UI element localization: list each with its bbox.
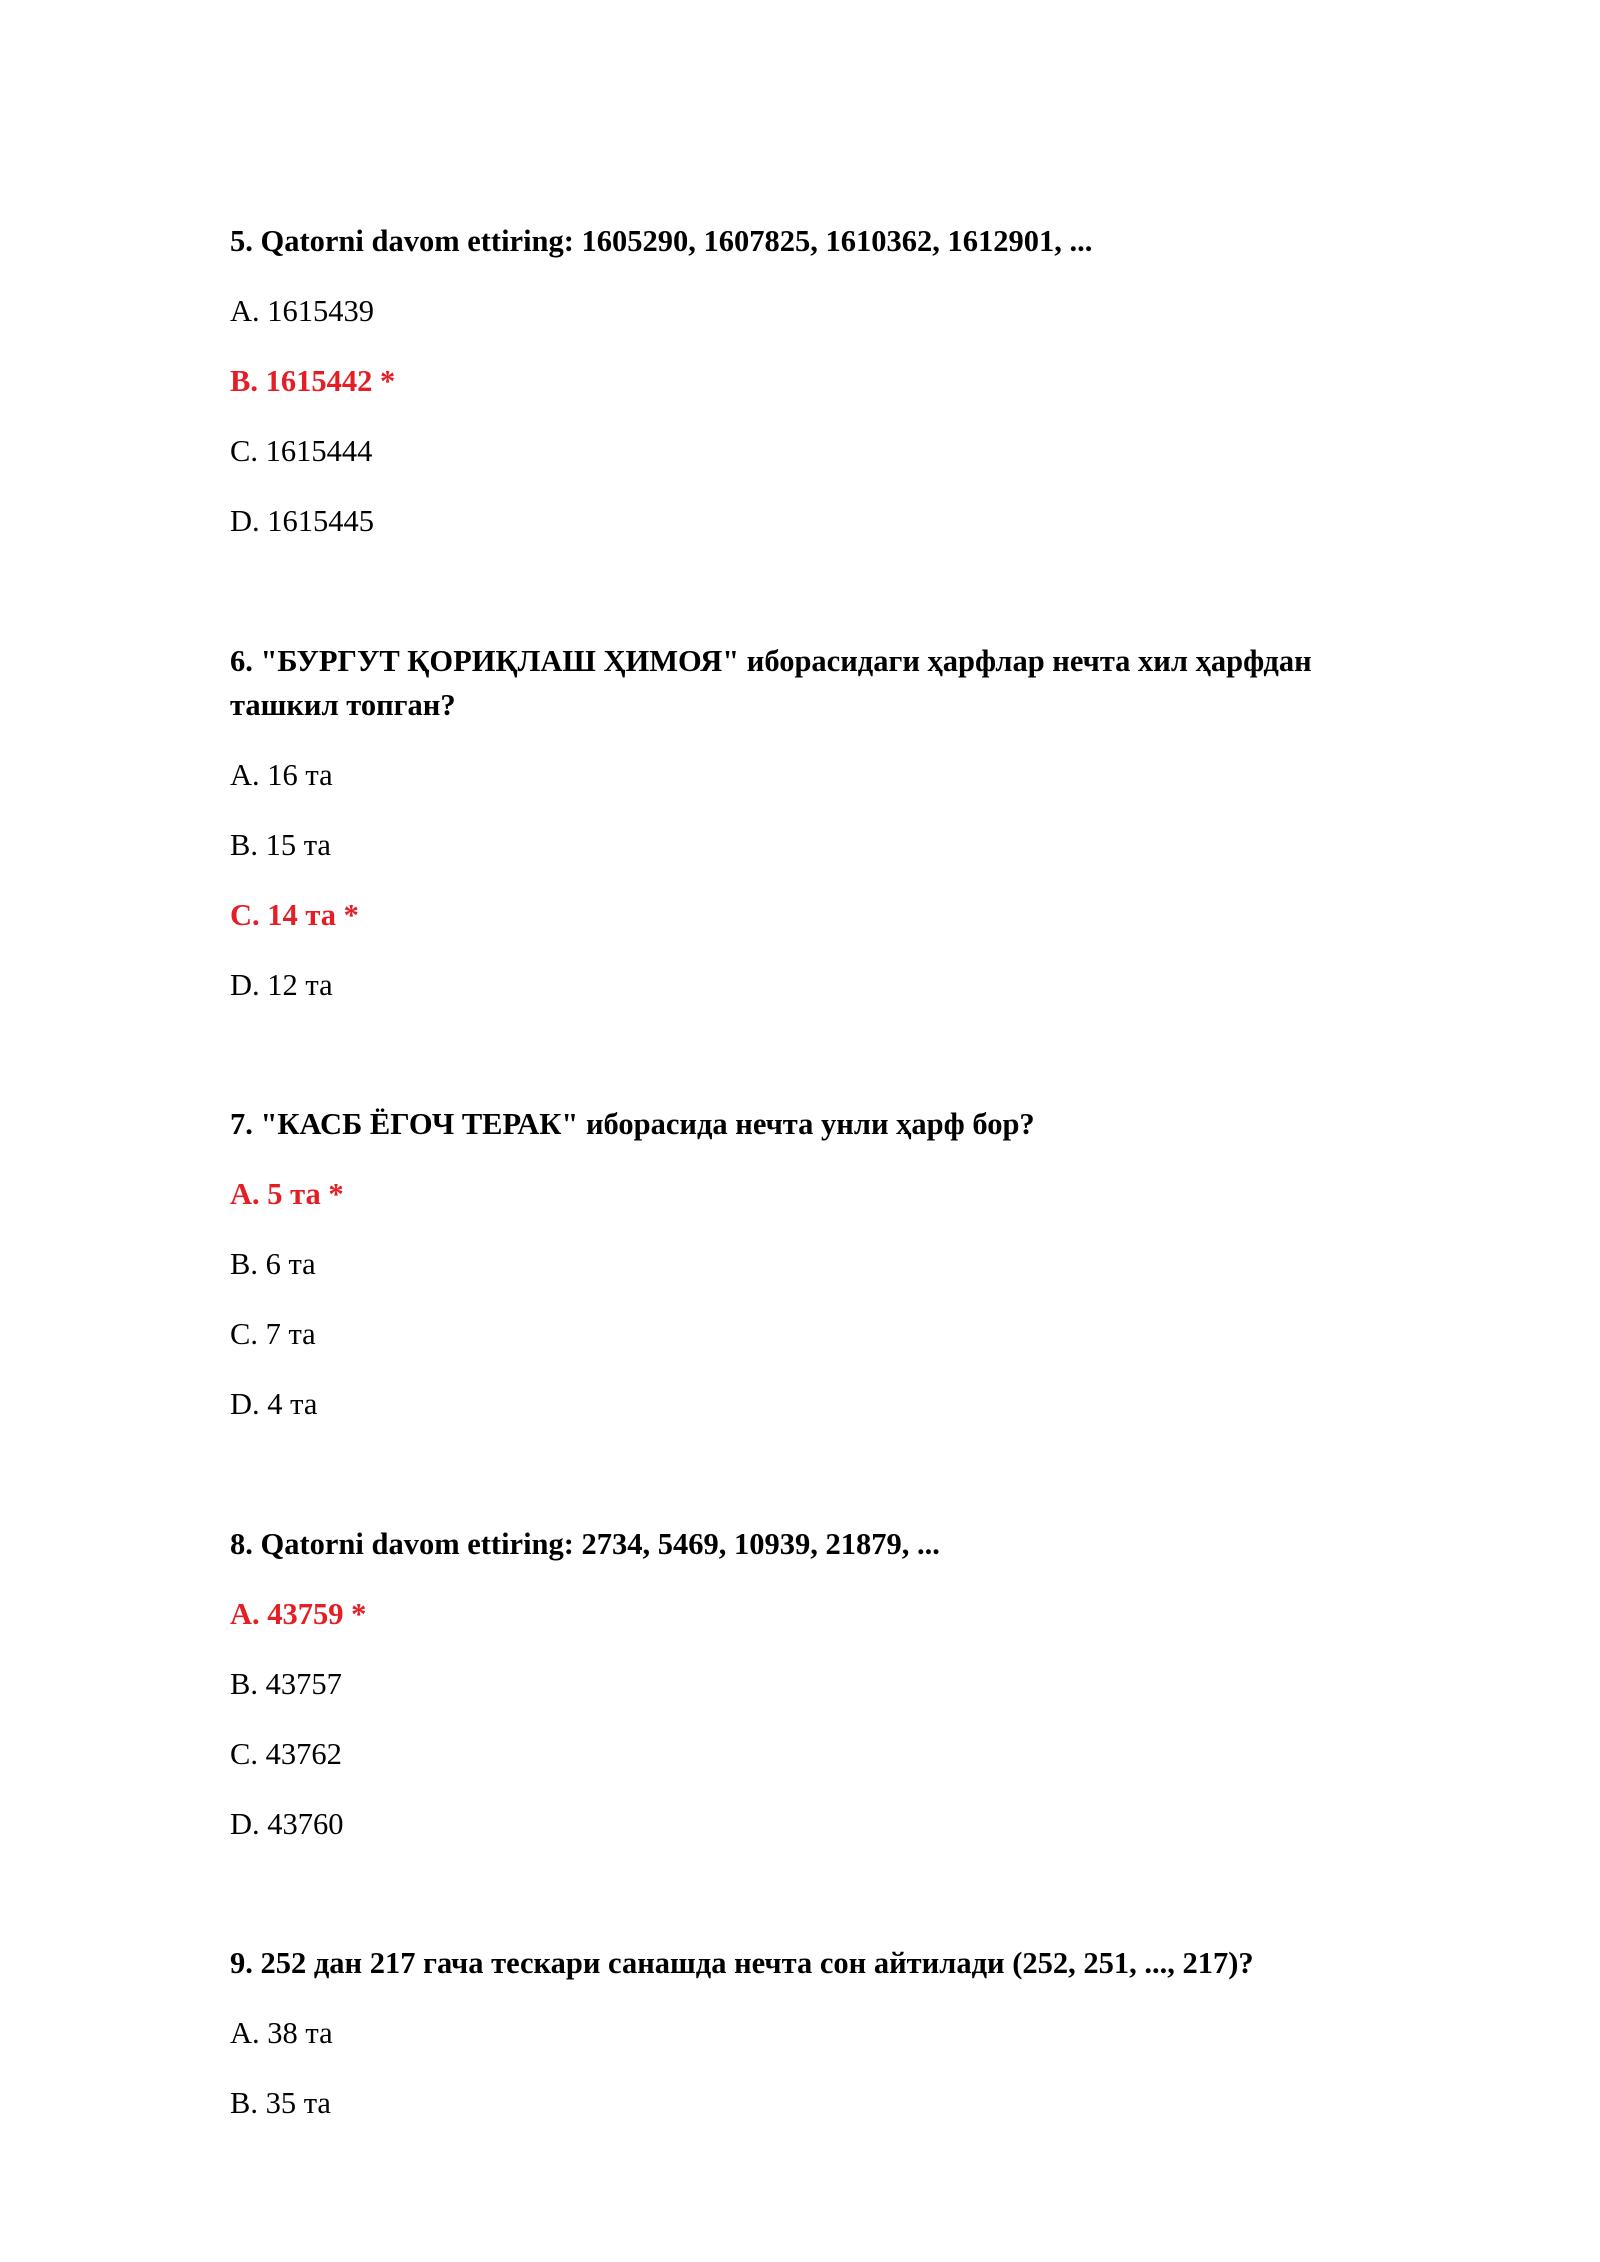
option-8c: C. 43762 [230, 1737, 342, 1771]
option-9a: A. 38 та [230, 2016, 333, 2050]
question-8: 8. Qatorni davom ettiring: 2734, 5469, 10939, 21879, ... [230, 1527, 940, 1561]
question-7: 7. "КАСБ ЁГОЧ ТЕРАК" иборасида нечта унли ҳарф бор? [230, 1107, 1035, 1141]
option-5a: A. 1615439 [230, 294, 375, 328]
option-6b: B. 15 та [230, 828, 331, 862]
option-5d: D. 1615445 [230, 504, 375, 538]
option-7c: C. 7 та [230, 1317, 316, 1351]
option-5b-correct: B. 1615442 * [230, 364, 396, 398]
option-6d: D. 12 та [230, 968, 333, 1002]
option-6c-correct: C. 14 та * [230, 898, 359, 932]
question-9: 9. 252 дан 217 гача тескари санашда нечта сон айтилади (252, 251, ..., 217)? [230, 1946, 1254, 1980]
question-6-line2: ташкил топган? [230, 688, 456, 722]
question-6-line1: 6. "БУРГУТ ҚОРИҚЛАШ ҲИМОЯ" иборасидаги ҳарфлар нечта хил ҳарфдан [230, 644, 1312, 678]
option-8b: B. 43757 [230, 1667, 342, 1701]
option-7a-correct: A. 5 та * [230, 1177, 344, 1211]
option-7d: D. 4 та [230, 1387, 318, 1421]
option-7b: B. 6 та [230, 1247, 316, 1281]
option-8a-correct: A. 43759 * [230, 1597, 367, 1631]
option-9b: B. 35 та [230, 2086, 331, 2120]
option-8d: D. 43760 [230, 1807, 344, 1841]
question-5: 5. Qatorni davom ettiring: 1605290, 1607825, 1610362, 1612901, ... [230, 224, 1093, 258]
option-6a: A. 16 та [230, 758, 333, 792]
option-5c: C. 1615444 [230, 434, 373, 468]
